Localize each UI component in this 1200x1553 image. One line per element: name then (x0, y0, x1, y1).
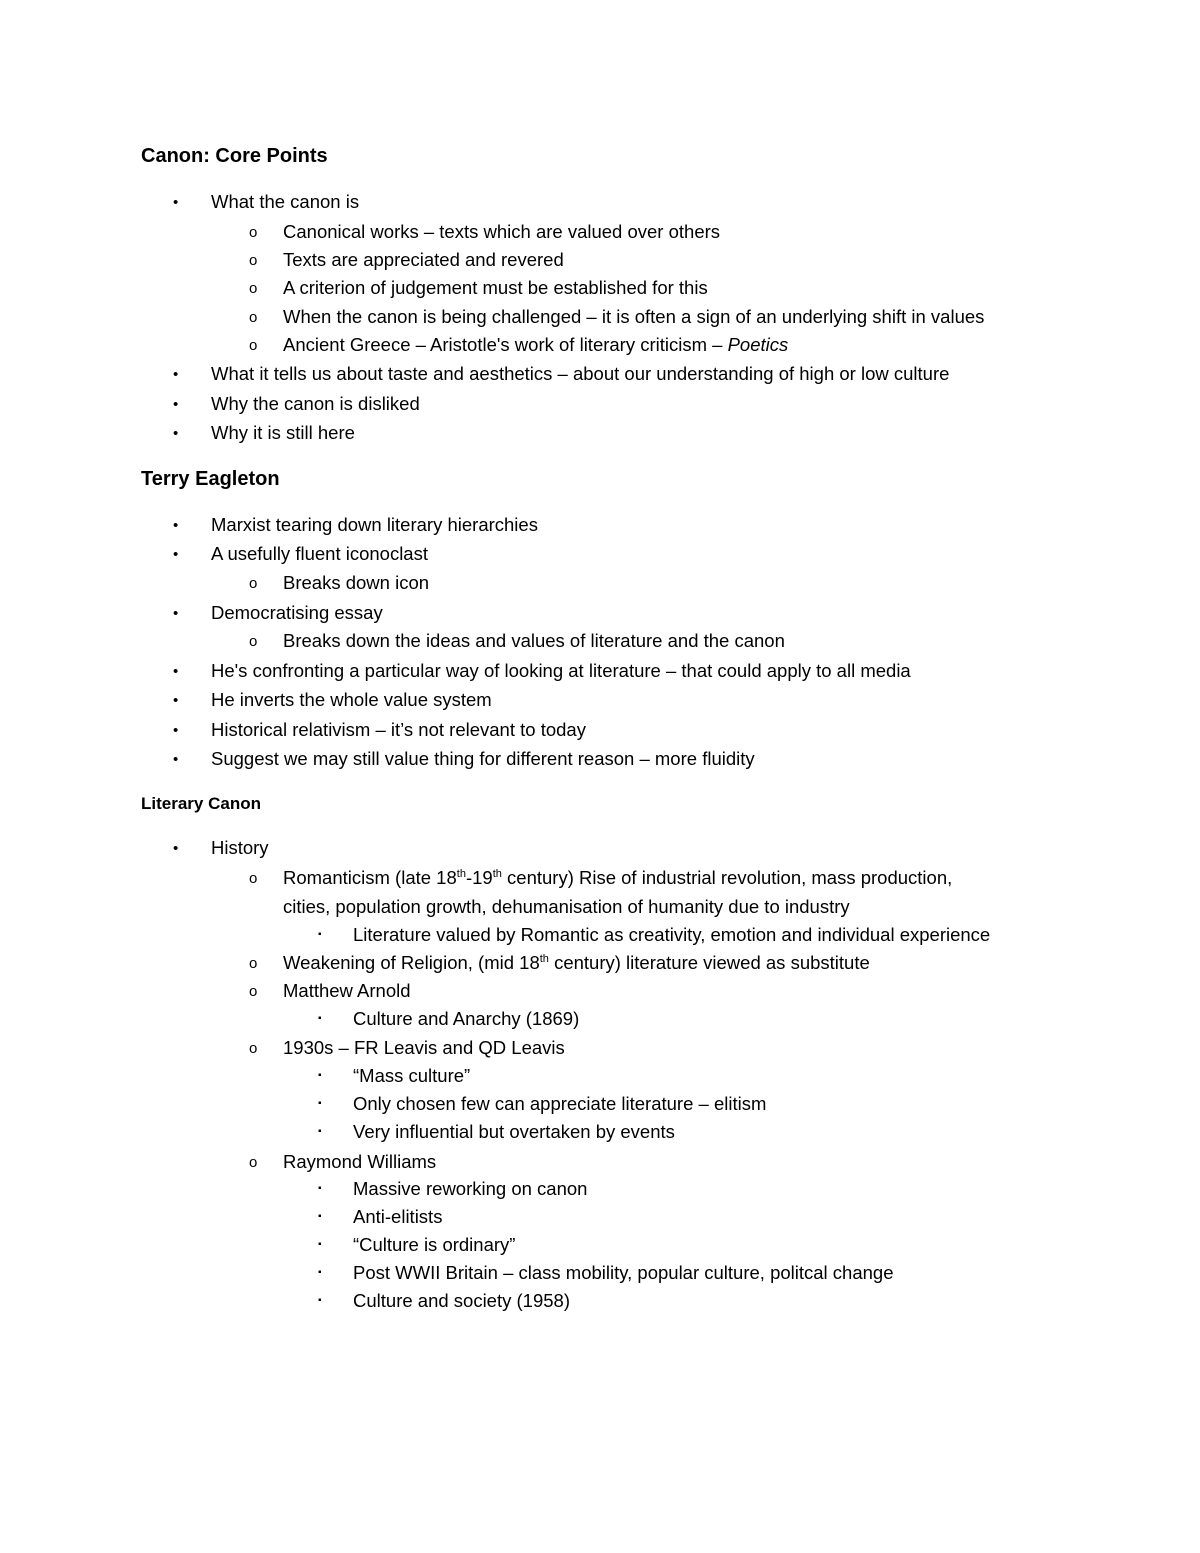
bullet-circle-icon: o (249, 955, 258, 972)
list-item: Texts are appreciated and revered (283, 249, 564, 270)
list-item: He inverts the whole value system (211, 689, 492, 710)
list-item: Breaks down icon (283, 572, 430, 593)
bullet-disc-icon: • (173, 517, 179, 534)
list-item: What the canon is (211, 191, 360, 212)
list-item: Matthew Arnold (283, 980, 411, 1001)
list-item: Canonical works – texts which are valued over others (283, 221, 721, 242)
list-item: He's confronting a particular way of looking at literature – that could apply to all media (211, 660, 911, 681)
list-item: When the canon is being challenged – it is often a sign of an underlying shift in values (283, 306, 985, 327)
bullet-square-icon: ▪ (318, 1239, 322, 1250)
bullet-disc-icon: • (173, 751, 179, 768)
bullet-circle-icon: o (249, 309, 258, 326)
bullet-square-icon: ▪ (318, 1183, 322, 1194)
bullet-disc-icon: • (173, 605, 179, 622)
bullet-disc-icon: • (173, 366, 179, 383)
list-item: Why the canon is disliked (211, 393, 420, 414)
list-item: A criterion of judgement must be established for this (283, 277, 708, 298)
list-item: “Mass culture” (353, 1065, 471, 1086)
bullet-circle-icon: o (249, 1040, 258, 1057)
bullet-disc-icon: • (173, 692, 179, 709)
list-item: Massive reworking on canon (353, 1178, 588, 1199)
bullet-square-icon: ▪ (318, 1070, 322, 1081)
bullet-disc-icon: • (173, 546, 179, 563)
list-item: Suggest we may still value thing for different reason – more fluidity (211, 748, 755, 769)
list-item: Anti-elitists (353, 1206, 443, 1227)
bullet-circle-icon: o (249, 870, 258, 887)
list-item: Culture and society (1958) (353, 1290, 570, 1311)
bullet-circle-icon: o (249, 280, 258, 297)
list-item: Raymond Williams (283, 1151, 437, 1172)
bullet-disc-icon: • (173, 722, 179, 739)
list-item: Very influential but overtaken by events (353, 1121, 675, 1142)
poetics-title: Poetics (727, 334, 789, 355)
list-item: 1930s – FR Leavis and QD Leavis (283, 1037, 565, 1058)
list-item-continuation: cities, population growth, dehumanisation of humanity due to industry (283, 896, 850, 917)
section-heading-terry-eagleton: Terry Eagleton (141, 468, 280, 490)
list-item: Weakening of Religion, (mid 18th century) literature viewed as substitute (283, 952, 870, 973)
bullet-square-icon: ▪ (318, 1098, 322, 1109)
bullet-square-icon: ▪ (318, 1211, 322, 1222)
bullet-square-icon: ▪ (318, 1126, 322, 1137)
bullet-circle-icon: o (249, 983, 258, 1000)
list-item: Post WWII Britain – class mobility, popular culture, politcal change (353, 1262, 894, 1283)
bullet-circle-icon: o (249, 575, 258, 592)
bullet-disc-icon: • (173, 663, 179, 680)
list-item: A usefully fluent iconoclast (211, 543, 428, 564)
bullet-disc-icon: • (173, 840, 179, 857)
bullet-circle-icon: o (249, 224, 258, 241)
list-item: History (211, 837, 269, 858)
list-item: Romanticism (late 18th-19th century) Rise of industrial revolution, mass production, (283, 867, 953, 888)
bullet-circle-icon: o (249, 633, 258, 650)
bullet-disc-icon: • (173, 194, 179, 211)
bullet-square-icon: ▪ (318, 1267, 322, 1278)
bullet-square-icon: ▪ (318, 1295, 322, 1306)
bullet-square-icon: ▪ (318, 929, 322, 940)
section-heading-canon-core-points: Canon: Core Points (141, 145, 328, 167)
bullet-circle-icon: o (249, 252, 258, 269)
bullet-disc-icon: • (173, 396, 179, 413)
bullet-circle-icon: o (249, 337, 258, 354)
list-item: Democratising essay (211, 602, 383, 623)
list-item: Culture and Anarchy (1869) (353, 1008, 580, 1029)
list-item: What it tells us about taste and aesthetics – about our understanding of high or low culture (211, 363, 950, 384)
list-item: Why it is still here (211, 422, 355, 443)
list-item: Breaks down the ideas and values of literature and the canon (283, 630, 785, 651)
bullet-square-icon: ▪ (318, 1013, 322, 1024)
section-heading-literary-canon: Literary Canon (141, 794, 261, 813)
list-item: “Culture is ordinary” (353, 1234, 516, 1255)
list-item: Marxist tearing down literary hierarchies (211, 514, 538, 535)
list-item: Ancient Greece – Aristotle's work of literary criticism – Poetics (283, 334, 789, 355)
list-item: Literature valued by Romantic as creativity, emotion and individual experience (353, 924, 991, 945)
list-item: Only chosen few can appreciate literature – elitism (353, 1093, 767, 1114)
bullet-disc-icon: • (173, 425, 179, 442)
list-item: Historical relativism – it’s not relevant to today (211, 719, 586, 740)
bullet-circle-icon: o (249, 1154, 258, 1171)
